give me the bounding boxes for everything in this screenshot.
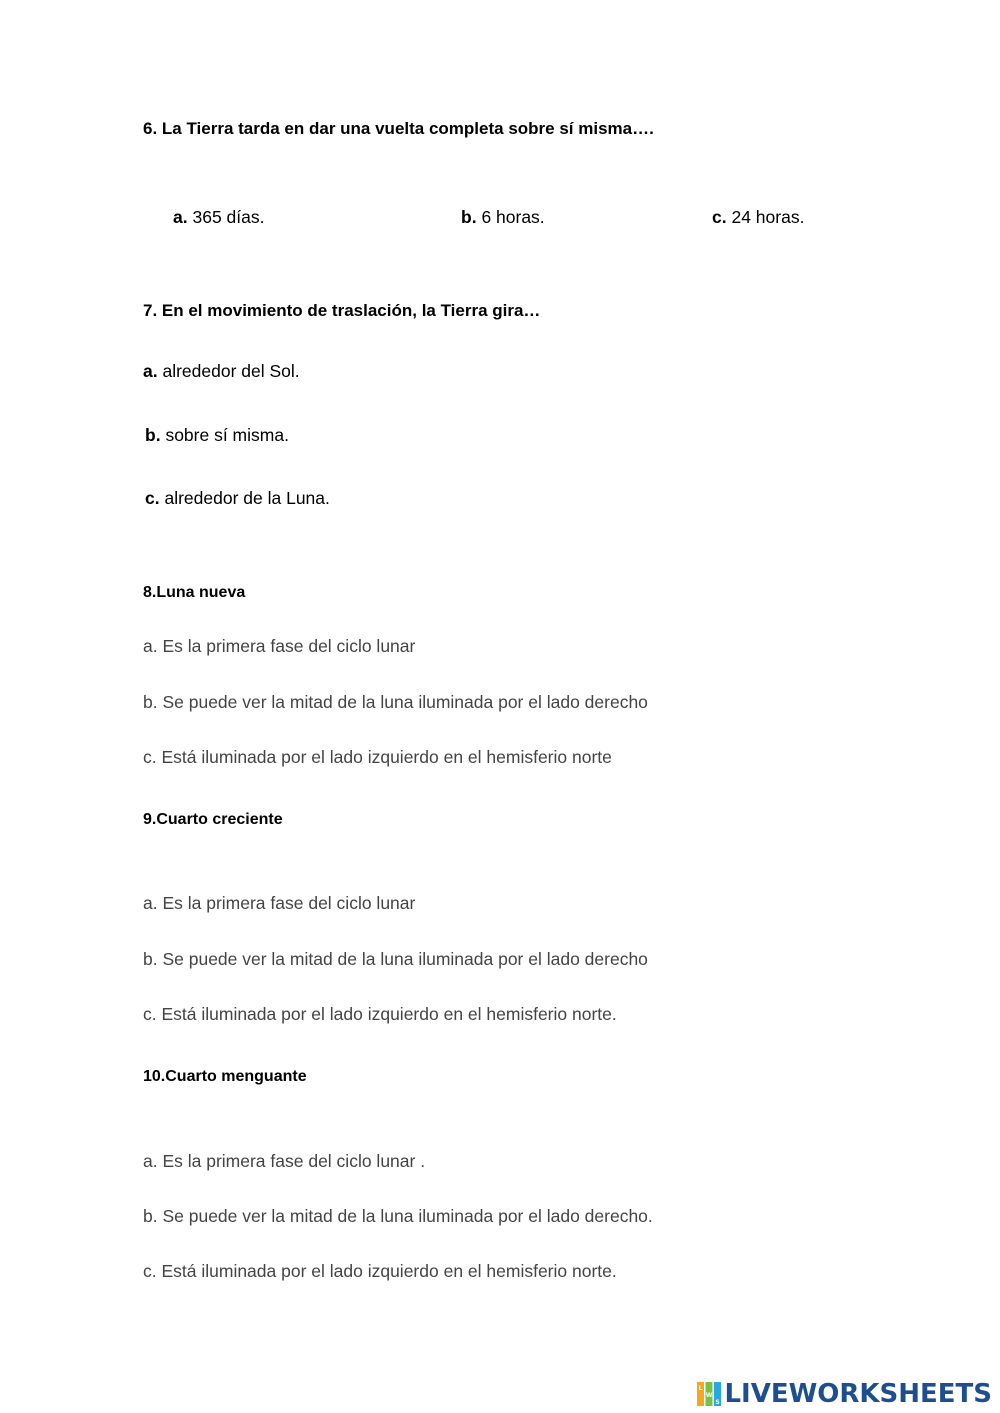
- question-10-option-a[interactable]: a. Es la primera fase del ciclo lunar .: [143, 1151, 426, 1171]
- option-text: alrededor de la Luna.: [164, 488, 330, 508]
- option-text: 6 horas.: [481, 207, 545, 227]
- option-text: 365 días.: [192, 207, 265, 227]
- svg-text:W: W: [706, 1392, 713, 1399]
- option-letter: c.: [712, 207, 727, 227]
- question-8-option-c[interactable]: c. Está iluminada por el lado izquierdo en el hemisferio norte: [143, 747, 612, 767]
- question-6-option-c[interactable]: [712, 207, 804, 228]
- question-9-title: 9.Cuarto creciente: [143, 811, 283, 828]
- question-10-title: 10.Cuarto menguante: [143, 1068, 307, 1085]
- option-text: alrededor del Sol.: [162, 361, 300, 381]
- question-7-option-b[interactable]: [145, 425, 289, 446]
- option-letter: b.: [461, 207, 477, 227]
- liveworksheets-logo-icon: [697, 1382, 721, 1406]
- liveworksheets-branding[interactable]: [697, 1379, 992, 1409]
- option-text: sobre sí misma.: [165, 425, 289, 445]
- option-letter: b.: [145, 425, 161, 445]
- question-7-option-c[interactable]: [145, 488, 330, 509]
- question-8-option-b[interactable]: b. Se puede ver la mitad de la luna iluminada por el lado derecho: [143, 692, 648, 712]
- question-10-option-c[interactable]: c. Está iluminada por el lado izquierdo en el hemisferio norte.: [143, 1261, 617, 1281]
- question-7-title: 7. En el movimiento de traslación, la Tierra gira…: [143, 301, 541, 320]
- question-10-option-b[interactable]: b. Se puede ver la mitad de la luna iluminada por el lado derecho.: [143, 1206, 653, 1226]
- option-text: 24 horas.: [731, 207, 805, 227]
- question-9-option-a[interactable]: a. Es la primera fase del ciclo lunar: [143, 893, 416, 913]
- svg-text:S: S: [715, 1399, 721, 1406]
- question-8-option-a[interactable]: a. Es la primera fase del ciclo lunar: [143, 636, 416, 656]
- brand-name: LIVEWORKSHEETS: [724, 1379, 992, 1409]
- svg-text:L: L: [699, 1385, 703, 1392]
- option-letter: c.: [145, 488, 160, 508]
- question-6-title: 6. La Tierra tarda en dar una vuelta completa sobre sí misma….: [143, 119, 654, 138]
- question-6-option-a[interactable]: [173, 207, 264, 228]
- question-7-option-a[interactable]: [143, 361, 300, 382]
- question-6-option-b[interactable]: [461, 207, 545, 228]
- question-9-option-c[interactable]: c. Está iluminada por el lado izquierdo en el hemisferio norte.: [143, 1004, 617, 1024]
- option-letter: a.: [173, 207, 188, 227]
- question-8-title: 8.Luna nueva: [143, 584, 246, 601]
- option-letter: a.: [143, 361, 158, 381]
- question-9-option-b[interactable]: b. Se puede ver la mitad de la luna iluminada por el lado derecho: [143, 949, 648, 969]
